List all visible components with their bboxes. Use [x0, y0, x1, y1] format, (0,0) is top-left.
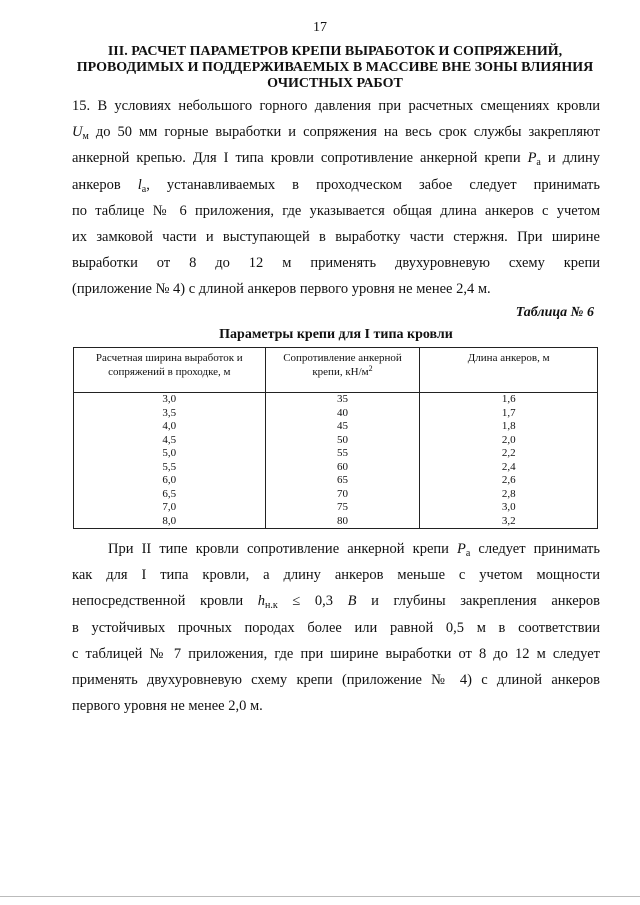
- subscript: а: [141, 183, 147, 195]
- paragraph-line: [72, 93, 600, 119]
- cell-length: 1,7: [420, 407, 598, 421]
- section-title-line: III. РАСЧЕТ ПАРАМЕТРОВ КРЕПИ ВЫРАБОТОК И СОПРЯЖЕНИЙ,: [107, 44, 563, 59]
- cell-width: 5,5: [74, 461, 266, 475]
- paragraph-line: [72, 224, 600, 250]
- paragraph-line: [72, 198, 600, 224]
- table-row: [74, 407, 598, 421]
- table-row: [74, 420, 598, 434]
- table-number-label: Таблица № 6: [515, 305, 594, 320]
- symbol: P: [457, 541, 466, 557]
- superscript: 2: [368, 363, 373, 373]
- text: выработки от 8 до 12 м применять двухуровневую схему крепи: [72, 255, 600, 272]
- subscript: а: [536, 157, 541, 169]
- cell-resistance: 60: [265, 461, 420, 475]
- table-title: Параметры крепи для I типа кровли: [219, 327, 453, 342]
- cell-width: 7,0: [74, 501, 266, 515]
- text: При II типе кровли сопротивление анкерной крепи: [108, 541, 457, 557]
- symbol: h: [257, 593, 266, 610]
- section-title-line: ОЧИСТНЫХ РАБОТ: [267, 76, 403, 91]
- cell-length: 3,0: [420, 501, 598, 515]
- text: до 50 мм горные выработки и сопряжения на весь срок службы закрепляют: [88, 124, 600, 141]
- text: ≤ 0,3: [277, 593, 348, 610]
- cell-resistance: 35: [265, 393, 420, 407]
- table-row: [74, 501, 598, 515]
- paragraph-line: [72, 145, 600, 171]
- cell-length: 1,8: [420, 420, 598, 434]
- cell-length: 2,2: [420, 447, 598, 461]
- paragraph-line: [72, 536, 600, 562]
- cell-resistance: 80: [265, 515, 420, 529]
- paragraph-15: [72, 93, 600, 303]
- cell-length: 2,6: [420, 474, 598, 488]
- header-resistance-text: Сопротивление анкерной крепи, кН/м: [283, 352, 402, 378]
- parameters-table: [73, 347, 598, 529]
- cell-resistance: 65: [265, 474, 420, 488]
- paragraph-line: [72, 276, 600, 302]
- footer-divider: [0, 896, 640, 897]
- text: по таблице № 6 приложения, где указывается общая длина анкеров с учетом: [72, 202, 600, 219]
- cell-length: 2,4: [420, 461, 598, 475]
- page-number: 17: [313, 20, 327, 35]
- table-row: [74, 434, 598, 448]
- text: (приложение № 4) с длиной анкеров первого уровня не менее 2,4 м.: [72, 281, 491, 298]
- text: и длину: [540, 150, 600, 167]
- section-title-line: ПРОВОДИМЫХ И ПОДДЕРЖИВАЕМЫХ В МАССИВЕ ВНЕ ЗОНЫ ВЛИЯНИЯ: [76, 60, 594, 75]
- cell-width: 5,0: [74, 447, 266, 461]
- cell-width: 6,0: [74, 474, 266, 488]
- paragraph-line: [72, 562, 600, 588]
- section-title: [70, 44, 600, 92]
- text: первого уровня не менее 2,0 м.: [72, 698, 263, 715]
- paragraph-line: [72, 693, 600, 719]
- text: анкеров: [72, 176, 138, 193]
- header-width: Расчетная ширина выработок и сопряжений в проходке, м: [74, 348, 266, 393]
- cell-width: 4,0: [74, 420, 266, 434]
- cell-resistance: 45: [265, 420, 420, 434]
- text: их замковой части и выступающей в выработку части стержня. При ширине: [72, 229, 600, 246]
- text: в устойчивых прочных породах более или равной 0,5 м в соответствии: [72, 619, 600, 636]
- paragraph-line: [72, 250, 600, 276]
- header-resistance: [265, 348, 420, 393]
- table-row: [74, 474, 598, 488]
- table-row: [74, 488, 598, 502]
- text: с таблицей № 7 приложения, где при ширине выработки от 8 до 12 м следует: [72, 645, 600, 662]
- cell-width: 6,5: [74, 488, 266, 502]
- paragraph-type-ii: [72, 536, 600, 719]
- cell-width: 3,5: [74, 407, 266, 421]
- symbol: B: [347, 593, 357, 610]
- cell-length: 1,6: [420, 393, 598, 407]
- cell-length: 2,8: [420, 488, 598, 502]
- cell-resistance: 75: [265, 501, 420, 515]
- cell-length: 3,2: [420, 515, 598, 529]
- subscript: а: [465, 548, 471, 559]
- cell-width: 4,5: [74, 434, 266, 448]
- cell-resistance: 50: [265, 434, 420, 448]
- text: , устанавливаемых в проходческом забое следует принимать: [146, 176, 600, 193]
- table-row: [74, 393, 598, 407]
- text: непосредственной кровли: [72, 593, 258, 610]
- paragraph-line: [72, 119, 600, 145]
- table-row: [74, 515, 598, 529]
- paragraph-line: [72, 641, 600, 667]
- cell-resistance: 55: [265, 447, 420, 461]
- paragraph-line: [72, 588, 600, 614]
- text: как для I типа кровли, а длину анкеров меньше с учетом мощности: [72, 567, 600, 584]
- cell-width: 3,0: [74, 393, 266, 407]
- symbol: l: [137, 176, 142, 193]
- cell-length: 2,0: [420, 434, 598, 448]
- symbol: P: [527, 150, 537, 167]
- paragraph-line: [72, 615, 600, 641]
- symbol: U: [72, 124, 83, 141]
- text: следует принимать: [470, 541, 600, 557]
- text: применять двухуровневую схему крепи (приложение № 4) с длиной анкеров: [72, 672, 600, 689]
- subscript: н.к: [265, 600, 278, 612]
- text: 15. В условиях небольшого горного давления при расчетных смещениях кровли: [72, 98, 600, 114]
- paragraph-line: [72, 172, 600, 198]
- cell-resistance: 70: [265, 488, 420, 502]
- table-header-row: [74, 348, 598, 393]
- subscript: м: [82, 131, 89, 143]
- table-row: [74, 447, 598, 461]
- text: и глубины закрепления анкеров: [356, 593, 600, 610]
- paragraph-line: [72, 667, 600, 693]
- text: анкерной крепью. Для I типа кровли сопротивление анкерной крепи: [72, 150, 528, 167]
- header-length: Длина анкеров, м: [420, 348, 598, 393]
- cell-width: 8,0: [74, 515, 266, 529]
- table-row: [74, 461, 598, 475]
- cell-resistance: 40: [265, 407, 420, 421]
